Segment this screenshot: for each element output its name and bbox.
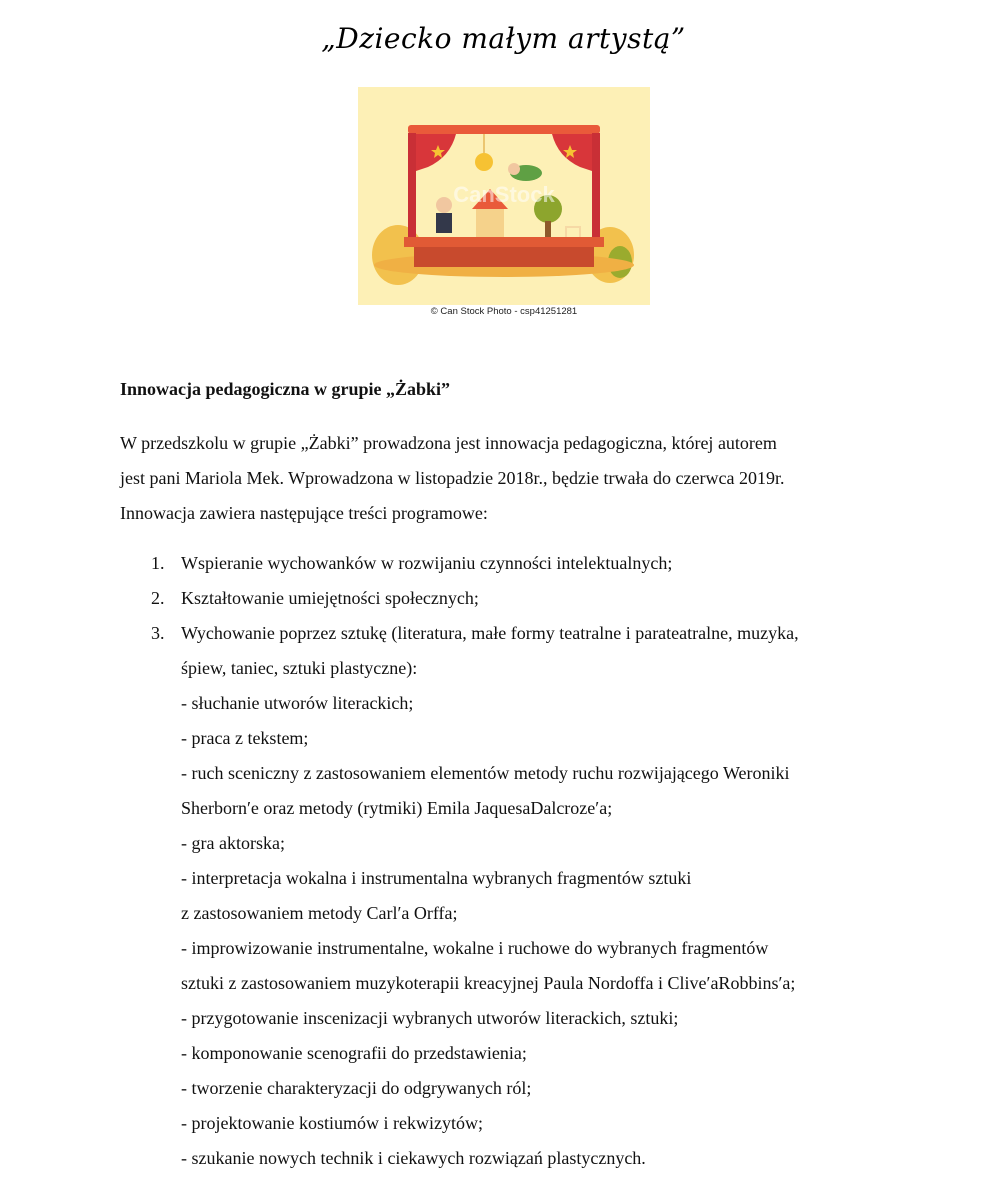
theatre-stage-illustration [358, 87, 650, 305]
list-item-line: - słuchanie utworów literackich; [181, 693, 414, 713]
list-item-line: sztuki z zastosowaniem muzykoterapii kreacyjnej Paula Nordoffa i Clive′aRobbins′a; [181, 973, 796, 993]
list-item-number: 3. [151, 623, 165, 643]
list-item-line: - ruch sceniczny z zastosowaniem elementów metody ruchu rozwijającego Weroniki [181, 763, 790, 783]
section-heading: Innowacja pedagogiczna w grupie „Żabki” [120, 379, 451, 399]
paragraph-line: Innowacja zawiera następujące treści programowe: [120, 503, 488, 523]
list-item [120, 581, 900, 616]
photo-credit: © Can Stock Photo - csp41251281 [430, 306, 578, 317]
document-title: „Dziecko małym artystą” [321, 22, 686, 55]
list-item-line: - przygotowanie inscenizacji wybranych utworów literackich, sztuki; [181, 1008, 679, 1028]
paragraph-line: W przedszkolu w grupie „Żabki” prowadzona jest innowacja pedagogiczna, której autorem [120, 433, 777, 453]
list-item-line: z zastosowaniem metody Carl′a Orffa; [181, 903, 458, 923]
intro-paragraph [120, 426, 895, 531]
paragraph-line: jest pani Mariola Mek. Wprowadzona w listopadzie 2018r., będzie trwała do czerwca 2019r. [120, 468, 785, 488]
list-item-line: Wychowanie poprzez sztukę (literatura, małe formy teatralne i parateatralne, muzyka, [181, 623, 799, 643]
list-item-line: - szukanie nowych technik i ciekawych rozwiązań plastycznych. [181, 1148, 646, 1168]
list-item-line: Wspieranie wychowanków w rozwijaniu czynności intelektualnych; [181, 553, 673, 573]
list-item-number: 1. [151, 553, 165, 573]
list-item-line: - gra aktorska; [181, 833, 285, 853]
list-item-number: 2. [151, 588, 165, 608]
list-item-line: - projektowanie kostiumów i rekwizytów; [181, 1113, 483, 1133]
list-item-line: - improwizowanie instrumentalne, wokalne i ruchowe do wybranych fragmentów [181, 938, 769, 958]
list-item-line: - tworzenie charakteryzacji do odgrywanych ról; [181, 1078, 532, 1098]
list-item-line: Sherborn′e oraz metody (rytmiki) Emila JaquesaDalcroze′a; [181, 798, 613, 818]
list-item-line: - interpretacja wokalna i instrumentalna wybranych fragmentów sztuki [181, 868, 692, 888]
image-watermark: CanStock [453, 182, 555, 207]
program-content-list [120, 546, 900, 1176]
list-item-line: - komponowanie scenografii do przedstawienia; [181, 1043, 527, 1063]
list-item-line: - praca z tekstem; [181, 728, 309, 748]
list-item-line: śpiew, taniec, sztuki plastyczne): [181, 658, 418, 678]
list-item [120, 616, 900, 1176]
list-item [120, 546, 900, 581]
list-item-line: Kształtowanie umiejętności społecznych; [181, 588, 479, 608]
